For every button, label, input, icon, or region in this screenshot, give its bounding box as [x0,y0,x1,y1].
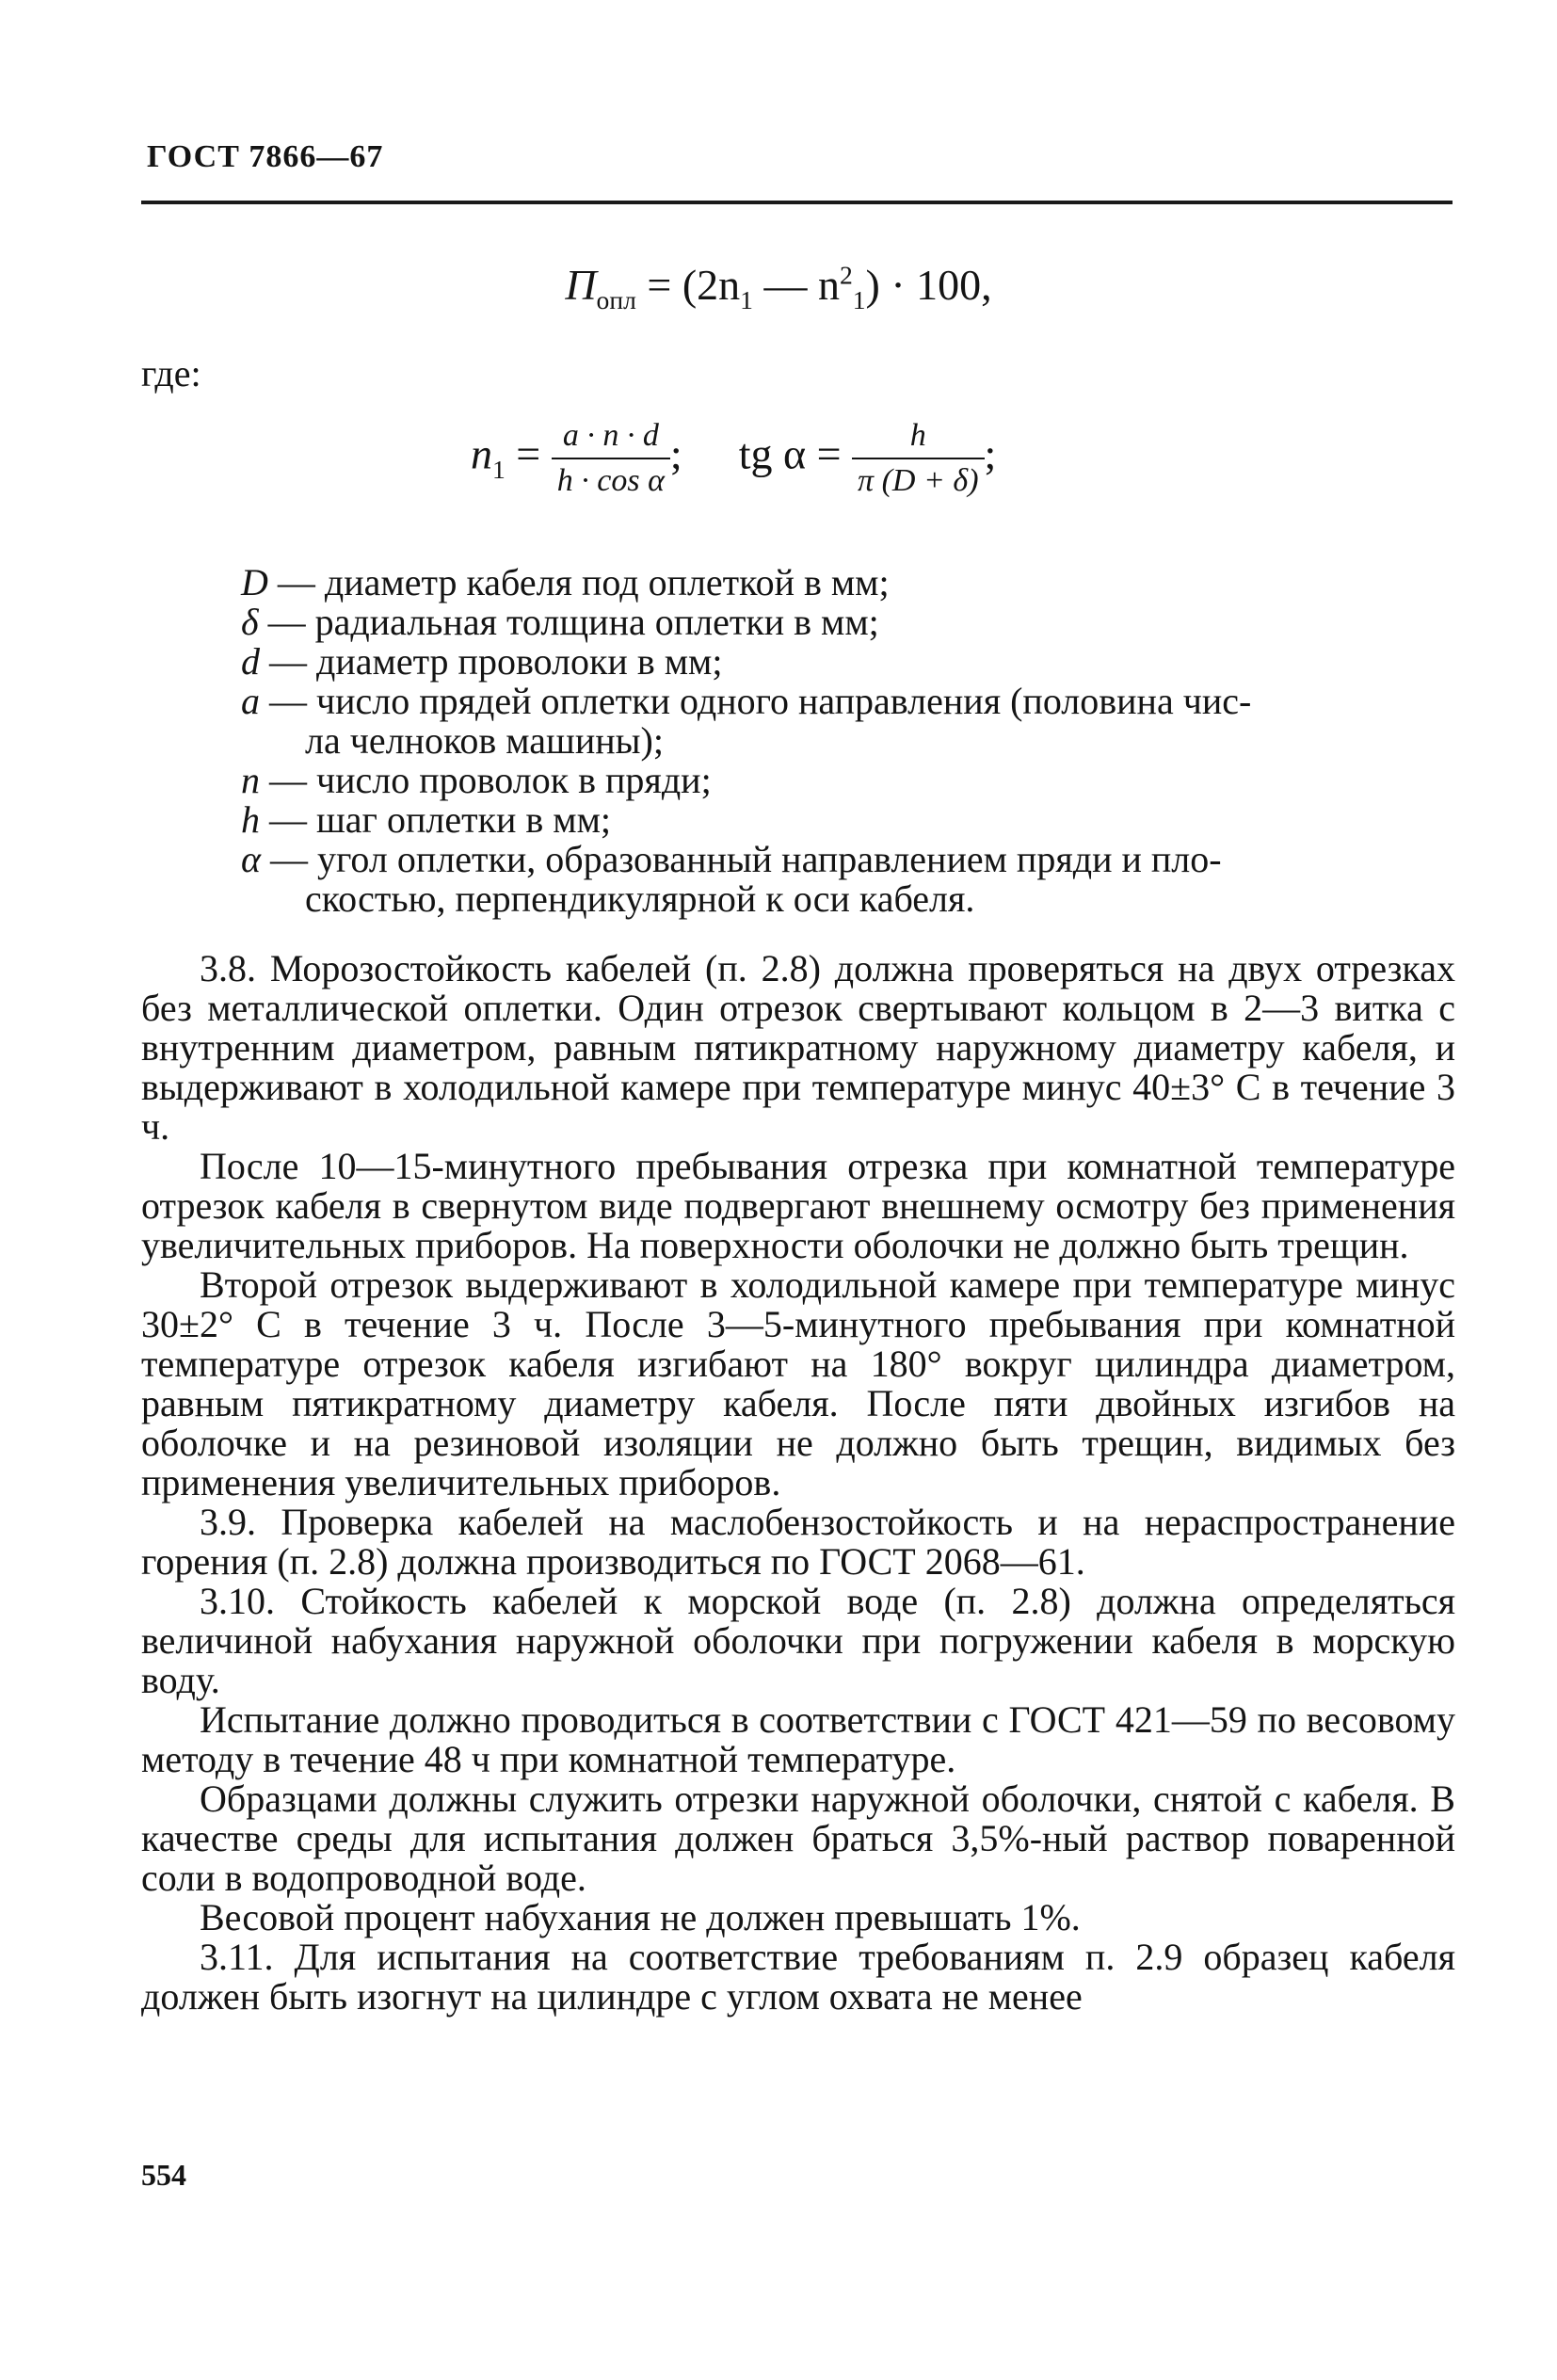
tg-fraction [852,414,984,503]
paragraph-3-9: 3.9. Проверка кабелей на маслобензостойкость и на нераспространение горения (п. 2.8) должна производиться по ГОСТ 2068—61. [141,1501,1455,1583]
tg-lhs: tg α [738,429,807,478]
paragraph-3-8: 3.8. Морозостойкость кабелей (п. 2.8) должна проверяться на двух отрезках без металлической оплетки. Один отрезок свертывают кольцом в 2—3 витка с внутренним диаметром, равным пятикратному наружному диаметру кабеля, и выдерживают в холодильной камере при температуре минус 40±3° С в течение 3 ч. [141,947,1455,1148]
tg-denominator: π (D + δ) [858,463,979,498]
paragraph-3-10: 3.10. Стойкость кабелей к морской воде (п. 2.8) должна определяться величиной набухания наружной оболочки при погружении кабеля в морскую воду. [141,1580,1455,1701]
definition-item: δ — радиальная толщина оплетки в мм; [241,601,879,643]
definition-item: α — угол оплетки, образованный направлением пряди и пло- [241,838,1222,880]
definition-item: d — диаметр проволоки в мм; [241,640,723,683]
paragraph: После 10—15-минутного пребывания отрезка при комнатной температуре отрезок кабеля в свернутом виде подвергают внешнему осмотру без применения увеличительных приборов. На поверхности оболочки не должно быть трещин. [141,1145,1455,1266]
paragraph: Испытание должно проводиться в соответствии с ГОСТ 421—59 по весовому методу в течение 48 ч при комнатной температуре. [141,1698,1455,1780]
n1-fraction [552,414,670,503]
paragraph: Весовой процент набухания не должен превышать 1%. [200,1896,1081,1938]
formula-parameters [471,414,996,503]
n1-lhs-sub: 1 [492,454,506,484]
definition-continuation: скостью, перпендикулярной к оси кабеля. [305,877,975,920]
definition-item: h — шаг оплетки в мм; [241,798,612,841]
definition-item: n — число проволок в пряди; [241,759,712,801]
formula-coverage [0,260,1557,315]
n1-denominator: h · cos α [556,463,665,498]
document-header: ГОСТ 7866—67 [147,139,384,174]
n1-sep: ; [669,429,682,478]
formula-lhs: П [565,261,597,309]
formula-rhs-a: = (2n [635,261,741,309]
definition-item: a — число прядей оплетки одного направления (половина чис- [241,680,1252,722]
paragraph-3-11: 3.11. Для испытания на соответствие требованиям п. 2.9 образец кабеля должен быть изогнут на цилиндре с углом охвата не менее [141,1936,1455,2018]
definition-continuation: ла челноков машины); [305,719,664,762]
paragraph: Второй отрезок выдерживают в холодильной камере при температуре минус 30±2° С в течение 3 ч. После 3—5-минутного пребывания при комнатной температуре отрезок кабеля изгибают на 180° вокруг цилиндра диаметром, равным пятикратному диаметру кабеля. После пяти двойных изгибов на оболочке и на резиновой изоляции не должно быть трещин, видимых без применения увеличительных приборов. [141,1263,1455,1504]
n1-lhs: n [471,429,492,478]
n1-eq: = [505,429,552,478]
paragraph: Образцами должны служить отрезки наружной оболочки, снятой с кабеля. В качестве среды для испытания должен браться 3,5%-ный раствор поваренной соли в водопроводной воде. [141,1777,1455,1899]
tg-numerator: h [852,414,984,459]
formula-lhs-sub: опл [596,285,636,315]
header-rule [141,201,1453,204]
formula-rhs-c: ) · 100, [865,261,992,309]
tg-sep: ; [984,429,997,478]
formula-rhs-sub2: 1 [852,285,866,315]
body-text [141,949,1455,2017]
definitions-list [241,563,1455,919]
page-number: 554 [141,2158,186,2192]
formula-rhs-b: — n [752,261,840,309]
tg-eq: = [806,429,853,478]
definition-item: D — диаметр кабеля под оплеткой в мм; [241,561,890,603]
n1-numerator: a · n · d [552,414,670,459]
where-label: где: [141,352,201,394]
formula-rhs-sub1: 1 [740,285,753,315]
formula-rhs-sup: 2 [839,260,853,290]
